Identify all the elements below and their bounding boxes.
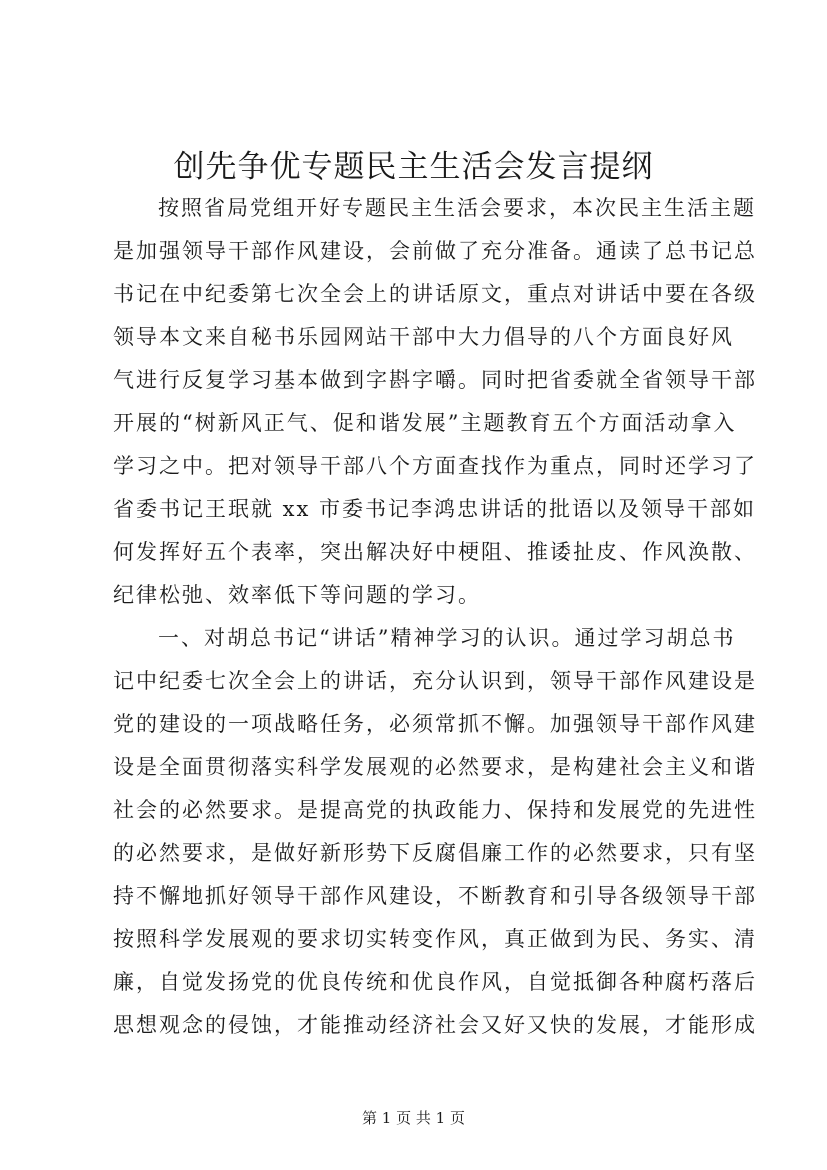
- paragraph-line: 党的建设的一项战略任务，必须常抓不懈。加强领导干部作风建: [113, 712, 757, 736]
- document-title: 创先争优专题民主生活会发言提纲: [173, 149, 654, 185]
- paragraph-line: 学习之中。把对领导干部八个方面查找作为重点，同时还学习了: [113, 454, 757, 478]
- paragraph-line: 的必然要求，是做好新形势下反腐倡廉工作的必然要求，只有坚: [113, 841, 757, 865]
- paragraph-line: 领导本文来自秘书乐园网站干部中大力倡导的八个方面良好风: [113, 325, 734, 349]
- paragraph-line: 持不懈地抓好领导干部作风建设，不断教育和引导各级领导干部: [113, 884, 757, 908]
- paragraph-line: 开展的“树新风正气、促和谐发展”主题教育五个方面活动拿入: [113, 411, 737, 435]
- paragraph-line: 思想观念的侵蚀，才能推动经济社会又好又快的发展，才能形成: [113, 1013, 757, 1037]
- paragraph-line: 设是全面贯彻落实科学发展观的必然要求，是构建社会主义和谐: [113, 755, 757, 779]
- paragraph-line: 记中纪委七次全会上的讲话，充分认识到，领导干部作风建设是: [113, 669, 757, 693]
- paragraph-line: 是加强领导干部作风建设，会前做了充分准备。通读了总书记总: [113, 239, 757, 263]
- paragraph-line: 廉，自觉发扬党的优良传统和优良作风，自觉抵御各种腐朽落后: [113, 970, 757, 994]
- paragraph-line: 按照省局党组开好专题民主生活会要求，本次民主生活主题: [158, 196, 756, 220]
- paragraph-line: 一、对胡总书记“讲话”精神学习的认识。通过学习胡总书: [158, 626, 736, 650]
- paragraph-line: 省委书记王珉就 xx 市委书记李鸿忠讲话的批语以及领导干部如: [113, 497, 757, 521]
- page-number-footer: 第 1 页 共 1 页: [362, 1109, 465, 1127]
- paragraph-line: 社会的必然要求。是提高党的执政能力、保持和发展党的先进性: [113, 798, 757, 822]
- paragraph-line: 书记在中纪委第七次全会上的讲话原文，重点对讲话中要在各级: [113, 282, 757, 306]
- paragraph-line: 纪律松弛、效率低下等问题的学习。: [113, 583, 481, 607]
- paragraph-line: 气进行反复学习基本做到字斟字嚼。同时把省委就全省领导干部: [113, 368, 757, 392]
- paragraph-line: 按照科学发展观的要求切实转变作风，真正做到为民、务实、清: [113, 927, 757, 951]
- paragraph-line: 何发挥好五个表率，突出解决好中梗阻、推诿扯皮、作风涣散、: [113, 540, 757, 564]
